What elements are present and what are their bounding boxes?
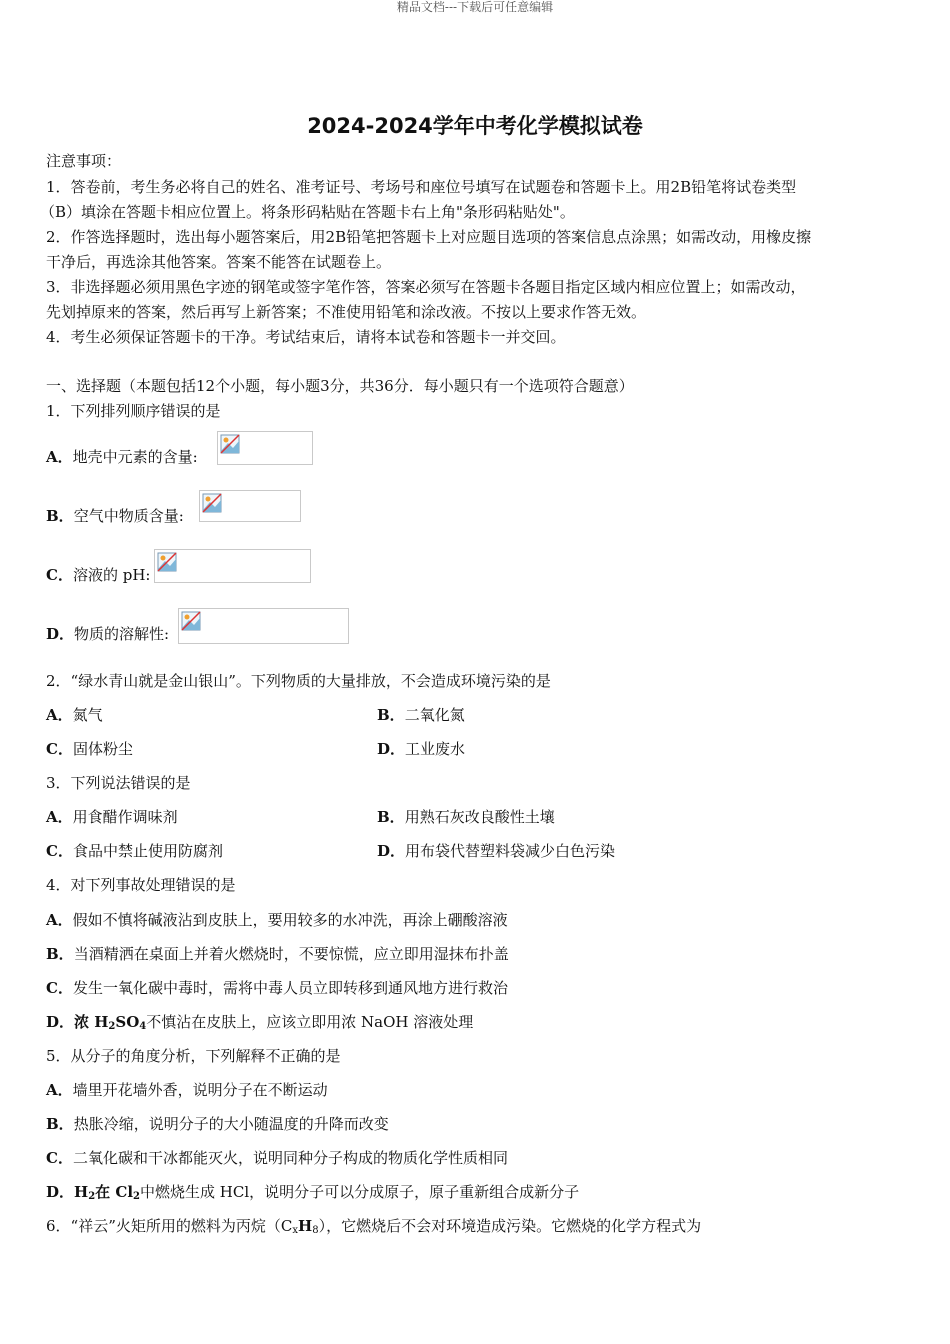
option-c: C．发生一氧化碳中毒时，需将中毒人员立即转移到通风地方进行救治 xyxy=(46,979,508,997)
option-a: A．墙里开花墙外香，说明分子在不断运动 xyxy=(46,1081,328,1099)
note-line: 1．答卷前，考生务必将自己的姓名、准考证号、考场号和座位号填写在试题卷和答题卡上。用2B铅笔将试卷类型 xyxy=(46,178,797,196)
header-note: 精品文档---下载后可任意编辑 xyxy=(396,0,554,14)
option-d: D．$H_2$在 $Cl_2$中燃烧生成 HCl，说明分子可以分成原子，原子重新组合成新分子 xyxy=(46,1183,580,1202)
note-line: 2．作答选择题时，选出每小题答案后，用2B铅笔把答题卡上对应题目选项的答案信息点涂黑；如需改动，用橡皮擦 xyxy=(46,228,812,246)
option-d: D．工业废水 xyxy=(377,740,466,758)
option-text: 物质的溶解性: xyxy=(74,625,170,643)
question-stem: 4．对下列事故处理错误的是 xyxy=(46,876,236,894)
option-text: 溶液的 pH: xyxy=(72,566,151,584)
option-letter: A． xyxy=(46,448,73,466)
option-letter: C． xyxy=(46,566,73,584)
question-stem: 1．下列排列顺序错误的是 xyxy=(46,402,221,420)
option-a: A．氮气 xyxy=(46,706,103,724)
note-line: 3．非选择题必须用黑色字迹的钢笔或签字笔作答，答案必须写在答题卡各题目指定区域内相应位置上；如需改动， xyxy=(46,278,806,296)
note-line: 先划掉原来的答案，然后再写上新答案；不准使用铅笔和涂改液。不按以上要求作答无效。 xyxy=(46,303,647,321)
option-b: B．热胀冷缩，说明分子的大小随温度的升降而改变 xyxy=(46,1115,389,1133)
option-a xyxy=(46,447,198,467)
broken-image-icon xyxy=(199,490,301,522)
note-line: （B）填涂在答题卡相应位置上。将条形码粘贴在答题卡右上角"条形码粘贴处"。 xyxy=(40,203,575,221)
notes-heading: 注意事项： xyxy=(46,152,122,170)
broken-image-icon xyxy=(154,549,311,583)
option-d: D．用布袋代替塑料袋减少白色污染 xyxy=(377,842,616,860)
option-text: 地壳中元素的含量: xyxy=(72,448,198,466)
option-c xyxy=(46,565,150,585)
question-stem: 2．“绿水青山就是金山银山”。下列物质的大量排放，不会造成环境污染的是 xyxy=(46,672,551,690)
option-a: A．假如不慎将碱液沾到皮肤上，要用较多的水冲洗，再涂上硼酸溶液 xyxy=(46,911,508,929)
broken-image-icon xyxy=(178,608,349,644)
option-c: C．食品中禁止使用防腐剂 xyxy=(46,842,223,860)
note-line: 干净后，再选涂其他答案。答案不能答在试题卷上。 xyxy=(46,253,392,271)
option-text: 空气中物质含量: xyxy=(73,507,184,525)
broken-image-icon xyxy=(217,431,313,465)
question-stem: 3．下列说法错误的是 xyxy=(46,774,191,792)
option-a: A．用食醋作调味剂 xyxy=(46,808,178,826)
question-stem: 6．“祥云”火矩所用的燃料为丙烷$(C_xH_8)$，它燃烧后不会对环境造成污染。它燃烧的化学方程式为 xyxy=(46,1217,702,1236)
option-b: B．当酒精洒在桌面上并着火燃烧时，不要惊慌，应立即用湿抹布扑盖 xyxy=(46,945,509,963)
option-d: D．浓 $H_2SO_4$不慎沾在皮肤上，应该立即用浓 NaOH 溶液处理 xyxy=(46,1013,474,1032)
note-line: 4．考生必须保证答题卡的干净。考试结束后，请将本试卷和答题卡一并交回。 xyxy=(46,328,566,346)
section-heading: 一、选择题（本题包括12个小题，每小题3分，共36分．每小题只有一个选项符合题意） xyxy=(46,377,634,395)
option-letter: B． xyxy=(46,507,74,525)
option-b: B．用熟石灰改良酸性土壤 xyxy=(377,808,555,826)
question-stem: 5．从分子的角度分析，下列解释不正确的是 xyxy=(46,1047,341,1065)
option-c: C．固体粉尘 xyxy=(46,740,133,758)
option-c: C．二氧化碳和干冰都能灭火，说明同种分子构成的物质化学性质相同 xyxy=(46,1149,508,1167)
option-d xyxy=(46,624,169,644)
option-b: B．二氧化氮 xyxy=(377,706,465,724)
page-title: 2024-2024学年中考化学模拟试卷 xyxy=(307,114,643,138)
option-letter: D． xyxy=(46,625,75,643)
option-b xyxy=(46,506,184,526)
